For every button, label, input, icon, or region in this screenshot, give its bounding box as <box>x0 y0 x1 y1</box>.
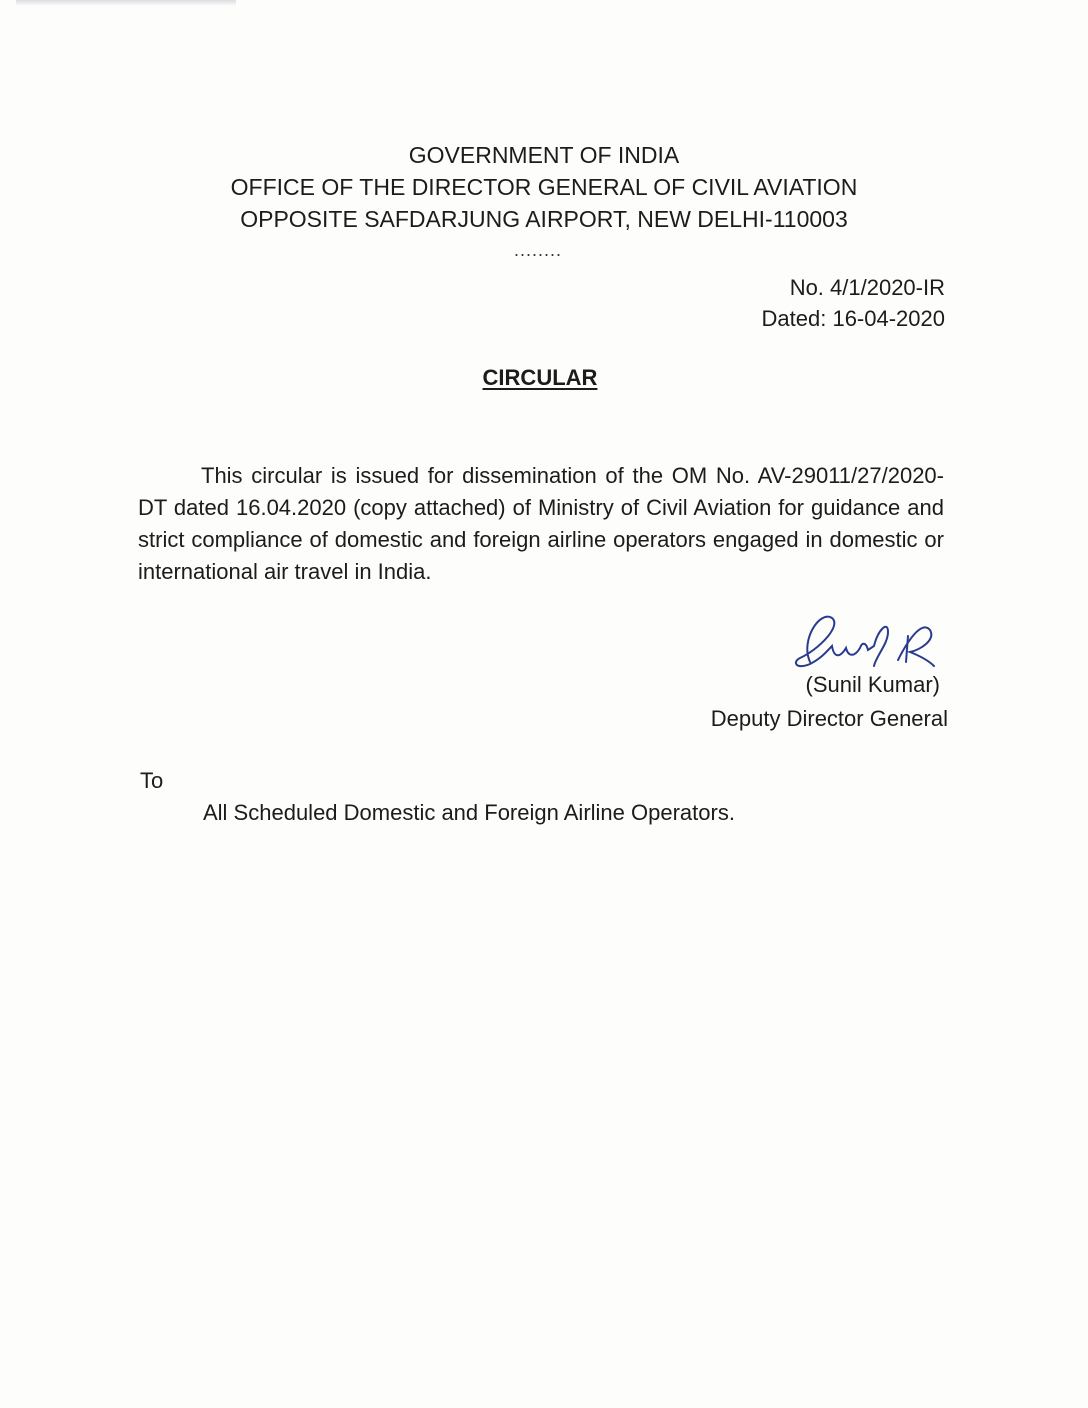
to-label: To <box>140 768 164 793</box>
reference-block <box>762 272 945 334</box>
letterhead <box>0 140 1088 234</box>
circular-body: This circular is issued for dissemination of the OM No. AV-29011/27/2020-DT dated 16.04.2020 (copy attached) of Ministry of Civil Aviation for guidance and strict compliance of domestic and foreign airline operators engaged in domestic or international air travel in India. <box>138 463 944 584</box>
signatory-designation: Deputy Director General <box>710 706 948 731</box>
recipient-addressee: All Scheduled Domestic and Foreign Airline Operators. <box>203 800 735 825</box>
letterhead-line-government: GOVERNMENT OF INDIA <box>408 142 680 168</box>
letterhead-line-address: OPPOSITE SAFDARJUNG AIRPORT, NEW DELHI-110003 <box>240 206 848 232</box>
signatory-name: (Sunil Kumar) <box>805 672 940 697</box>
signatory-block <box>711 668 948 736</box>
reference-date: Dated: 16-04-2020 <box>761 306 945 331</box>
reference-number: No. 4/1/2020-IR <box>789 275 945 300</box>
document-title: CIRCULAR <box>482 365 598 390</box>
scan-artifact <box>16 0 236 6</box>
letterhead-line-office: OFFICE OF THE DIRECTOR GENERAL OF CIVIL AVIATION <box>230 174 858 200</box>
header-separator: ........ <box>514 240 563 260</box>
